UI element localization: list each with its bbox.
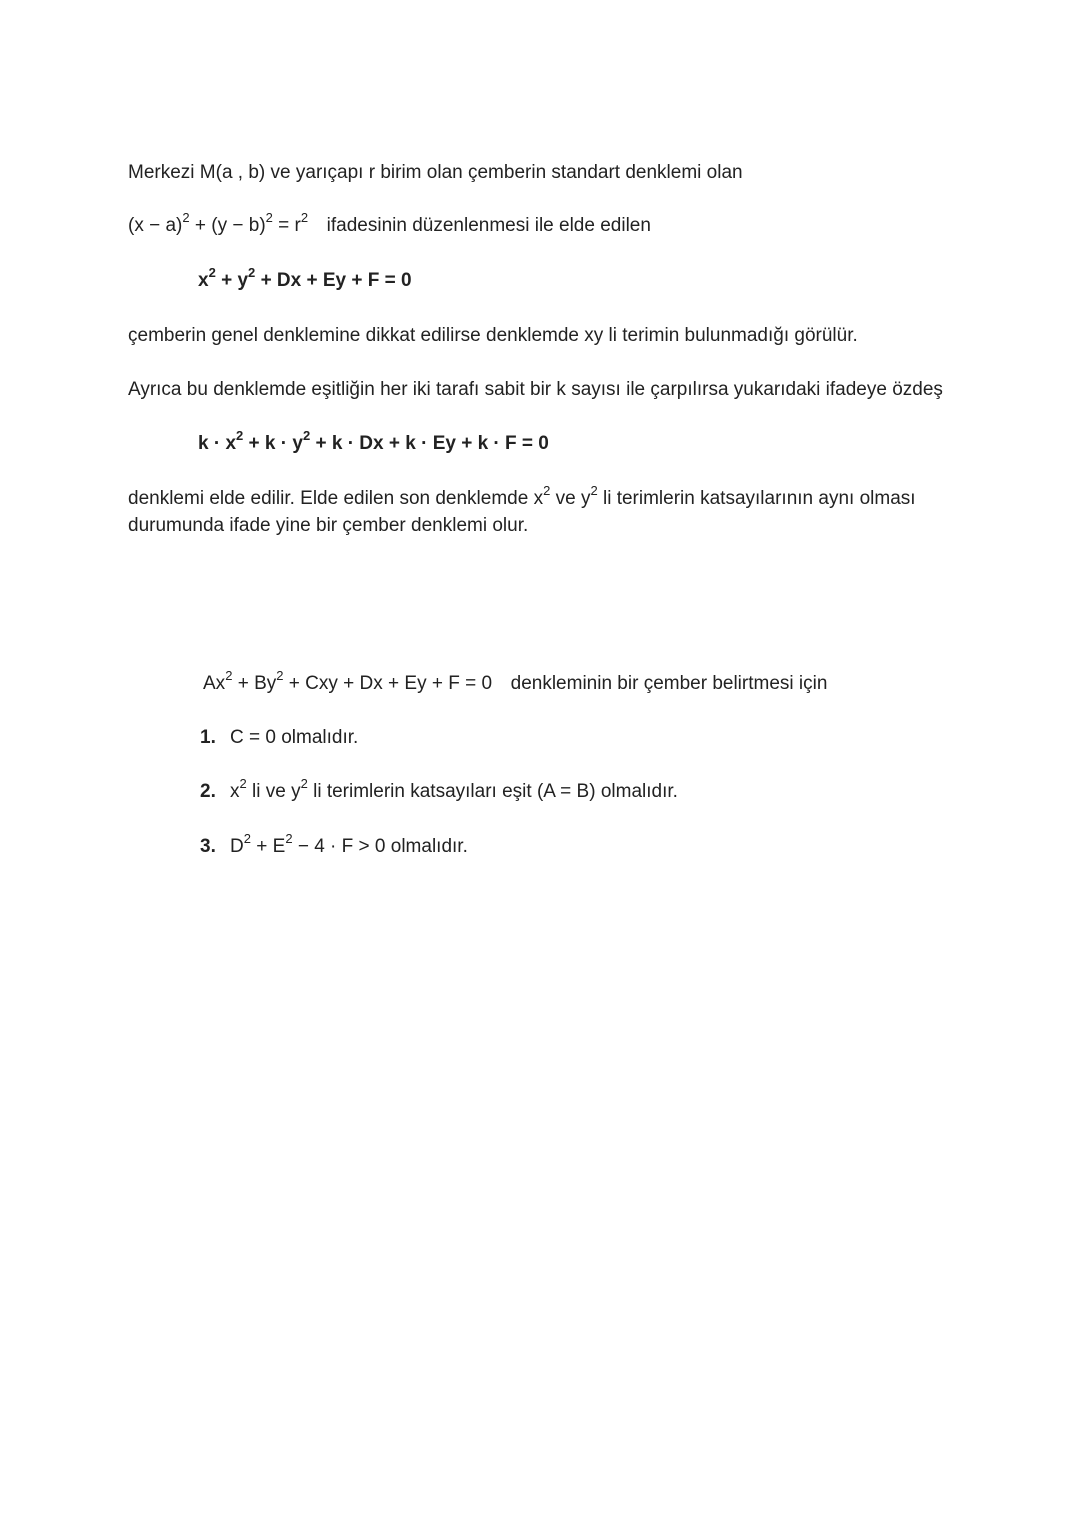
intro-line-2 [128, 209, 651, 238]
intro-text-b: ve yarıçapı r birim olan çemberin standart denklemi olan [270, 162, 743, 183]
paragraph-4-line-1: denklemi elde edilir. Elde edilen son denklemde $x^2$ ve $y^2$ li terimlerin katsayılarının aynı olması [128, 482, 916, 509]
center-point: M(a , b) [199, 162, 266, 183]
paragraph-3: Ayrıca bu denklemde eşitliğin her iki tarafı sabit bir k sayısı ile çarpılırsa yukarıdaki ifadeye özdeş [128, 379, 943, 400]
condition-item-1: 1. C = 0 olmalıdır. [200, 727, 359, 748]
generic-equation: $Ax^2 + By^2$ + Cxy + Dx + Ey + F = 0 [203, 667, 493, 694]
paragraph-4-line-2: durumunda ifade yine bir çember denklemi olur. [128, 515, 529, 536]
general-equation: $x^2 + y^2 + Dx + Ey + F = 0$ [198, 264, 412, 291]
condition-item-3: 3. $D^2 + E^2 - 4 \cdot F > 0$ olmalıdır. [200, 830, 468, 857]
conditions-heading: $Ax^2 + By^2$ + Cxy + Dx + Ey + F = 0 denkleminin bir çember belirtmesi için [203, 667, 828, 694]
paragraph-2: çemberin genel denklemine dikkat edilirse denklemde xy li terimin bulunmadığı görülür. [128, 325, 858, 346]
condition-item-2: 2. $x^2$ li ve $y^2$ li terimlerin katsayıları eşit (A = B) olmalıdır. [200, 775, 678, 802]
intro-text-c: ifadesinin düzenlenmesi ile elde edilen [326, 215, 651, 236]
intro-line-1 [128, 161, 743, 185]
intro-text-a: Merkezi [128, 162, 195, 183]
scaled-equation: $k \cdot x^2 + k \cdot y^2 + k \cdot Dx + k \cdot Ey + k \cdot F = 0$ [198, 427, 549, 454]
standard-equation: $(x - a)^2 + (y - b)^2 = r^2$ [128, 209, 309, 236]
